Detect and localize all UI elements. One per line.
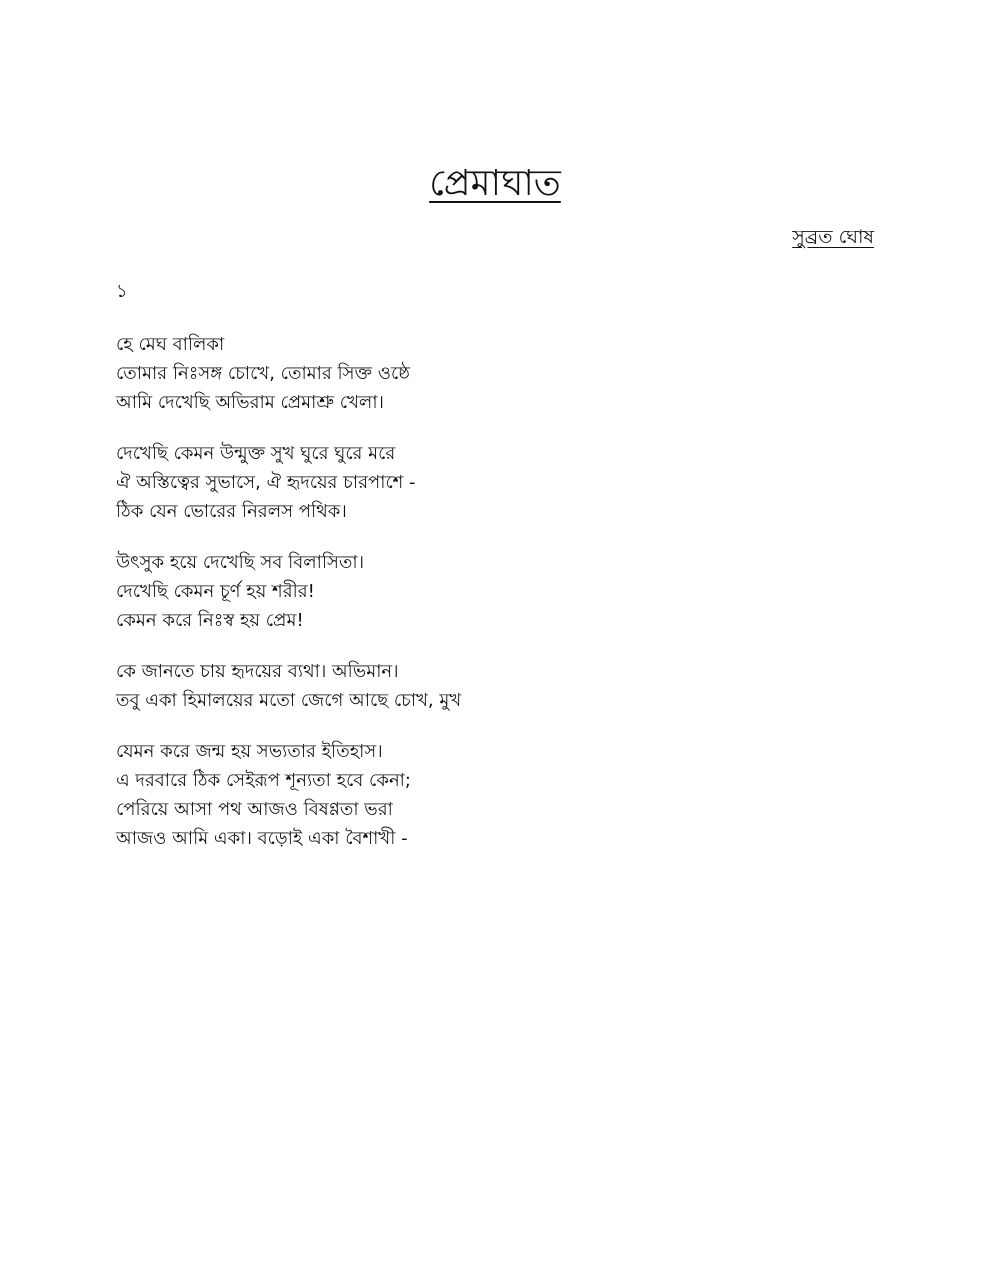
poem-line: উৎসুক হয়ে দেখেছি সব বিলাসিতা। (116, 552, 365, 573)
poem-line: ঐ অস্তিত্বের সুভাসে, ঐ হৃদয়ের চারপাশে - (116, 472, 416, 493)
poem-line: তোমার নিঃসঙ্গ চোখে, তোমার সিক্ত ওষ্ঠে (116, 363, 410, 384)
poem-line: আমি দেখেছি অভিরাম প্রেমাশ্রু খেলা। (116, 392, 384, 413)
poem-line: কেমন করে নিঃস্ব হয় প্রেম! (116, 610, 304, 631)
poem-line: কে জানতে চায় হৃদয়ের ব্যথা। অভিমান। (116, 661, 399, 682)
poem-body (116, 330, 876, 875)
poem-line: দেখেছি কেমন উন্মুক্ত সুখ ঘুরে ঘুরে মরে (116, 443, 396, 464)
poem-line: এ দরবারে ঠিক সেইরূপ শূন্যতা হবে কেনা; (116, 770, 411, 791)
stanza-4 (116, 657, 876, 715)
poem-line: তবু একা হিমালয়ের মতো জেগে আছে চোখ, মুখ (116, 690, 462, 711)
poem-title (0, 158, 990, 210)
poem-title-text: প্রেমাঘাত (429, 163, 561, 204)
stanza-5 (116, 737, 876, 853)
poem-author: সুব্রত ঘোষ (792, 226, 874, 248)
section-number: ১ (116, 281, 128, 302)
poem-line: দেখেছি কেমন চূর্ণ হয় শরীর! (116, 581, 315, 602)
poem-line: ঠিক যেন ভোরের নিরলস পথিক। (116, 501, 347, 522)
stanza-3 (116, 548, 876, 635)
stanza-1 (116, 330, 876, 417)
poem-line: যেমন করে জন্ম হয় সভ্যতার ইতিহাস। (116, 741, 383, 762)
poem-line: হে মেঘ বালিকা (116, 334, 225, 355)
poem-line: আজও আমি একা। বড়োই একা বৈশাখী - (116, 828, 408, 849)
poem-line: পেরিয়ে আসা পথ আজও বিষণ্ণতা ভরা (116, 799, 393, 820)
stanza-2 (116, 439, 876, 526)
